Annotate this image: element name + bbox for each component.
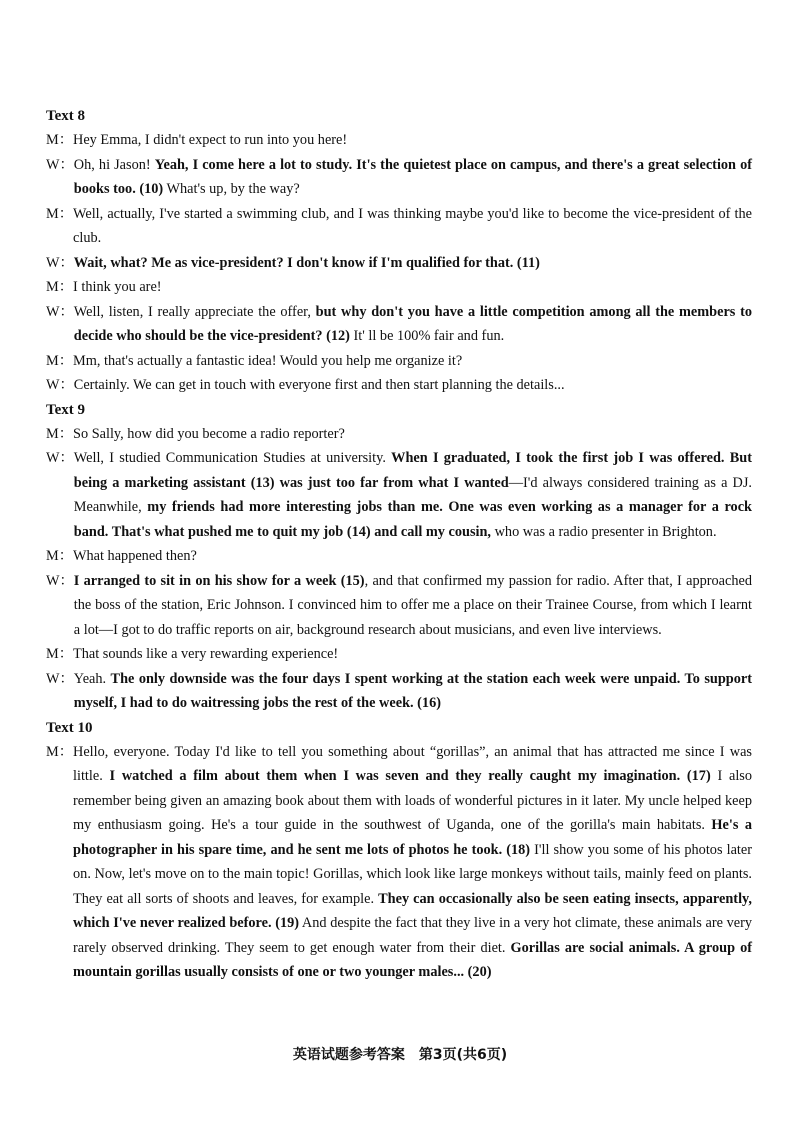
dialogue-text bbox=[74, 373, 752, 398]
speaker-label: M： bbox=[46, 548, 74, 564]
speaker-label: W： bbox=[46, 303, 74, 320]
dialogue-text bbox=[74, 153, 752, 202]
dialogue-line bbox=[46, 373, 752, 398]
speaker-label: W： bbox=[46, 377, 74, 393]
dialogue-line bbox=[46, 153, 752, 202]
dialogue-text bbox=[74, 667, 752, 716]
dialogue-text bbox=[73, 349, 752, 374]
transcript-segment: Yeah. bbox=[73, 670, 111, 687]
dialogue-text bbox=[73, 128, 752, 153]
speaker-label: M： bbox=[46, 743, 74, 760]
section-heading: Text 10 bbox=[46, 719, 93, 736]
dialogue-line bbox=[46, 275, 752, 300]
speaker-label: M： bbox=[46, 205, 74, 222]
dialogue-line bbox=[46, 128, 752, 153]
speaker-label: W： bbox=[46, 670, 74, 687]
page-footer: 英语试题参考答案 第3页(共6页) bbox=[292, 1047, 508, 1063]
dialogue-line bbox=[46, 642, 752, 667]
transcript-segment: Well, actually, I've started a swimming club, and I was thinking maybe you'd like to become the vice-president of the club. bbox=[73, 205, 752, 246]
dialogue-line bbox=[46, 349, 752, 374]
answer-highlight: When I graduated, I took the first job I was offered. But being a marketing assistant (13) was just too far from what I wanted bbox=[73, 450, 752, 491]
dialogue-line bbox=[46, 422, 752, 447]
answer-highlight: I watched a film about them when I was seven and they really caught my imagination. (17) bbox=[109, 768, 711, 784]
speaker-label: M： bbox=[46, 132, 74, 148]
answer-key-content bbox=[46, 104, 752, 985]
transcript-segment: Certainly. We can get in touch with everyone first and then start planning the details... bbox=[73, 377, 565, 393]
section-heading: Text 9 bbox=[46, 401, 86, 418]
dialogue-line bbox=[46, 544, 752, 569]
dialogue-line bbox=[46, 446, 752, 544]
answer-highlight: He's a photographer in his spare time, and he sent me lots of photos he took. (18) bbox=[73, 817, 752, 858]
transcript-segment: What's up, by the way? bbox=[163, 181, 300, 197]
dialogue-line bbox=[46, 667, 752, 716]
dialogue-text bbox=[74, 300, 752, 349]
section-heading: Text 8 bbox=[46, 108, 86, 124]
transcript-segment: So Sally, how did you become a radio reporter? bbox=[73, 425, 345, 442]
dialogue-text bbox=[73, 642, 752, 667]
transcript-segment: It' ll be 100% fair and fun. bbox=[349, 328, 505, 344]
dialogue-line bbox=[46, 251, 752, 276]
dialogue-text bbox=[74, 251, 752, 276]
answer-highlight: but why don't you have a little competition among all the members to decide who should be the vice-president? (12) bbox=[73, 303, 752, 344]
dialogue-line bbox=[46, 300, 752, 349]
dialogue-text bbox=[73, 544, 752, 569]
transcript-segment: And despite the fact that they live in a very hot climate, these animals are very rarely observed drinking. They seem to get enough water from their diet. bbox=[73, 915, 753, 956]
dialogue-line bbox=[46, 202, 752, 251]
answer-highlight: Yeah, I come here a lot to study. It's the quietest place on campus, and there's a great selection of books too. (10) bbox=[73, 156, 752, 197]
transcript-segment: Hello, everyone. Today I'd like to tell you something about “gorillas”, an animal that has attracted me since I was little. bbox=[73, 743, 752, 784]
transcript-segment: Mm, that's actually a fantastic idea! Would you help me organize it? bbox=[73, 352, 463, 369]
dialogue-text bbox=[74, 569, 752, 643]
dialogue-text bbox=[73, 275, 752, 300]
speaker-label: M： bbox=[46, 279, 74, 295]
speaker-label: W： bbox=[46, 572, 74, 589]
answer-highlight: my friends had more interesting jobs than me. One was even working as a manager for a rock band. That's what pushed me to quit my job (14) and call my cousin, bbox=[73, 499, 753, 540]
answer-highlight: Gorillas are social animals. A group of mountain gorillas usually consists of one or two younger males... (20) bbox=[73, 939, 752, 980]
dialogue-text bbox=[73, 740, 752, 985]
dialogue-text bbox=[74, 446, 752, 544]
answer-highlight: I arranged to sit in on his show for a week (15) bbox=[73, 572, 365, 589]
transcript-segment: Well, listen, I really appreciate the offer, bbox=[73, 303, 316, 320]
speaker-label: W： bbox=[46, 450, 74, 466]
speaker-label: M： bbox=[46, 646, 74, 662]
transcript-segment: I think you are! bbox=[73, 279, 162, 295]
speaker-label: W： bbox=[46, 254, 74, 271]
transcript-segment: Well, I studied Communication Studies at university. bbox=[73, 450, 392, 466]
transcript-segment: Oh, hi Jason! bbox=[73, 156, 155, 173]
speaker-label: M： bbox=[46, 425, 74, 442]
transcript-segment: Hey Emma, I didn't expect to run into you here! bbox=[73, 132, 348, 148]
transcript-segment: I'll show you some of his photos later on. Now, let's move on to the main topic! Gorillas, which look like large monkeys without tails, mainly feed on plants. They eat all sorts of shoots and leaves, for example. bbox=[73, 841, 752, 907]
answer-highlight: The only downside was the four days I spent working at the station each week were unpaid. To support myself, I had to do waitressing jobs the rest of the week. (16) bbox=[73, 670, 752, 711]
answer-highlight: They can occasionally also be seen eating insects, apparently, which I've never realized before. (19) bbox=[73, 890, 752, 931]
transcript-segment: —I'd always considered training as a DJ. Meanwhile, bbox=[73, 474, 752, 515]
dialogue-line bbox=[46, 740, 752, 985]
transcript-segment: That sounds like a very rewarding experience! bbox=[73, 646, 339, 662]
dialogue-text bbox=[73, 422, 752, 447]
transcript-segment: I also remember being given an amazing book about them with loads of wonderful pictures in it later. My uncle helped keep my enthusiasm going. He's a tour guide in the southwest of Uganda, one of the gorilla's main habitats. bbox=[73, 768, 752, 833]
dialogue-text bbox=[73, 202, 752, 251]
transcript-segment: , and that confirmed my passion for radio. After that, I approached the boss of the station, Eric Johnson. I convinced him to offer me a place on their Trainee Course, from which I learnt a lot—I got to do traffic reports on air, background research about musicians, and even live interviews. bbox=[73, 572, 752, 638]
dialogue-line bbox=[46, 569, 752, 643]
transcript-segment: What happened then? bbox=[73, 548, 197, 564]
answer-highlight: Wait, what? Me as vice-president? I don't know if I'm qualified for that. (11) bbox=[73, 254, 540, 271]
speaker-label: W： bbox=[46, 156, 74, 173]
speaker-label: M： bbox=[46, 352, 74, 369]
transcript-segment: who was a radio presenter in Brighton. bbox=[491, 523, 717, 540]
